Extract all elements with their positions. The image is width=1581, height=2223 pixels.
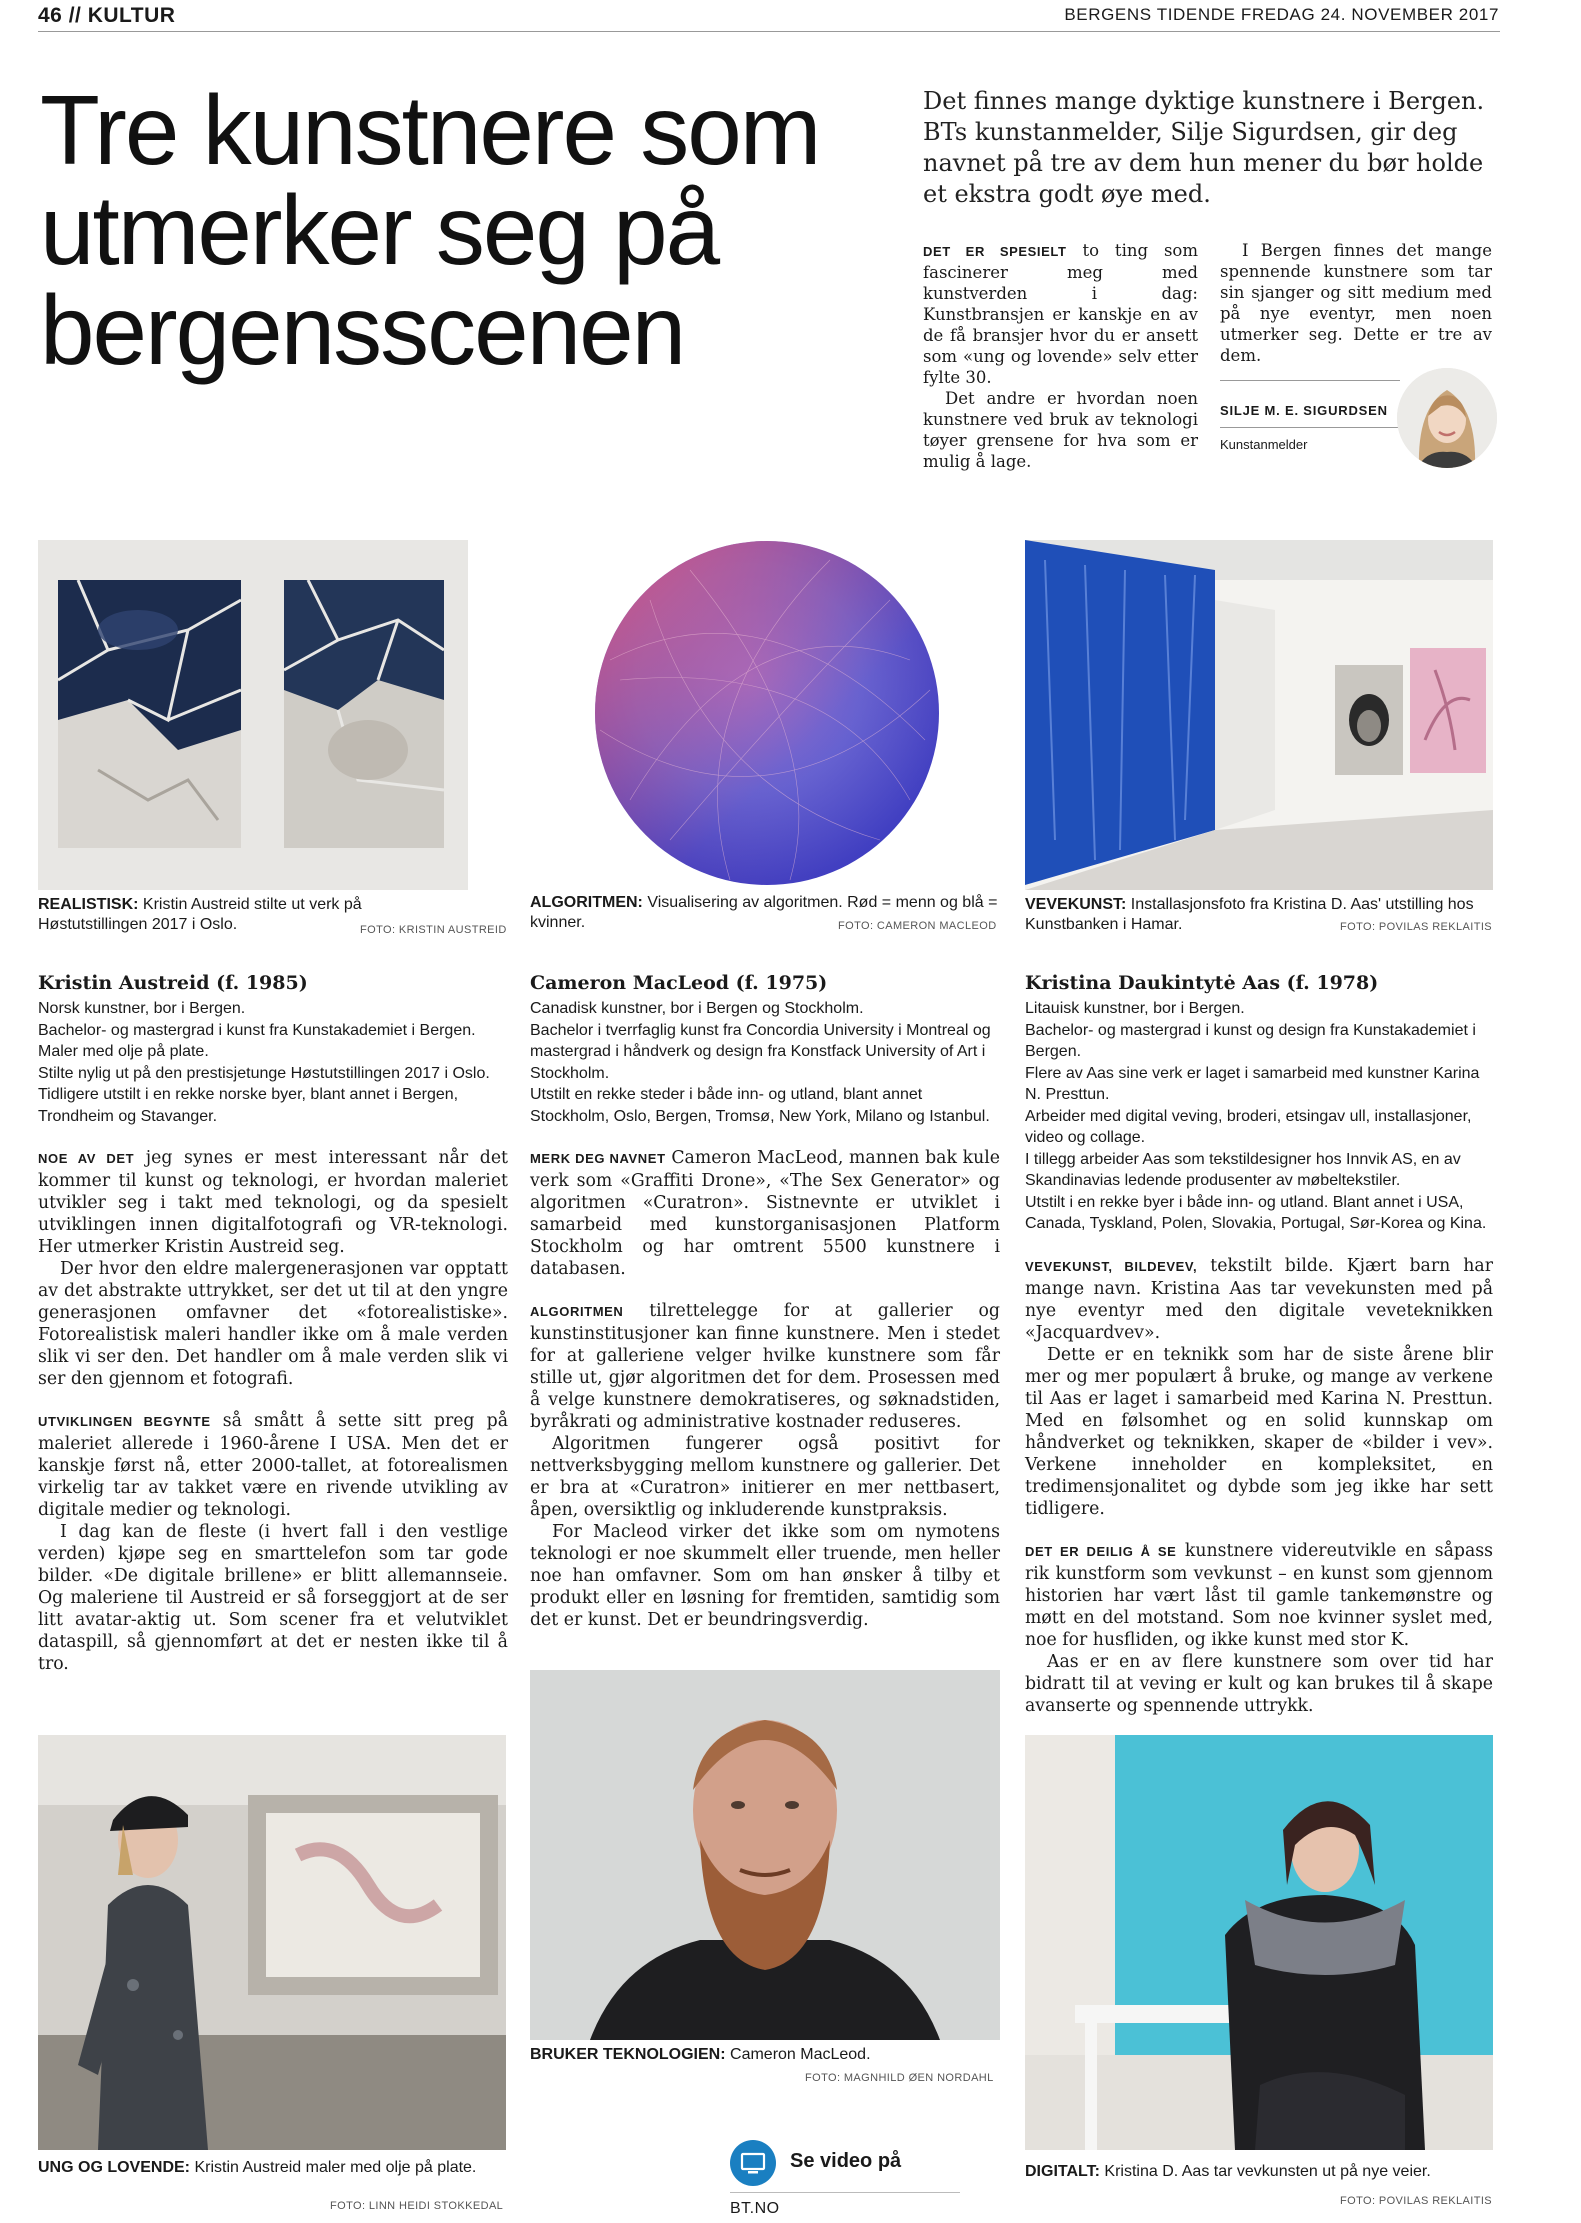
artist1-name: Kristin Austreid (f. 1985) <box>38 972 308 994</box>
caption-uses-technology: BRUKER TEKNOLOGIEN: Cameron MacLeod. <box>530 2046 871 2063</box>
artist3-body: VEVEKUNST, BILDEVEV, tekstilt bilde. Kjært barn har mange navn. Kristina Aas tar vevekunsten med på nye eventyr med den digitale veveteknikken «Jacquardvev». Dette er en teknikk som har de siste årene blir mer og mer populært å bruke, og mange av verkene til Aas er laget i samarbeid med Karina N. Presttun. Med en følsomhet og en solid kunnskap om håndverket og teknikken, skaper de «bilder i vev». Verkene inneholder en kompleksitet, en tredimensjonalitet og dybde som jeg ikke har sett tidligere. DET ER DEILIG Å SE kunstnere videreutvikle en såpass rik kunstform som vevkunst – en kunst som gjennom historien har vært låst til gamle tankemønstre og møtt en del motstand. Som noe kvinner syslet med, noe for husfliden, og ikke kunst med stor K. Aas er en av flere kunstnere som over tid har bidratt til at veving er kult og kan brukes til å skape avanserte og spennende uttrykk. <box>1025 1255 1493 1716</box>
credit-realistic: FOTO: KRISTIN AUSTREID <box>360 924 507 936</box>
photo-weaving-installation <box>1025 540 1493 890</box>
publication-date: BERGENS TIDENDE FREDAG 24. NOVEMBER 2017 <box>1064 5 1499 24</box>
header-rule <box>38 31 1500 32</box>
photo-kristina-aas <box>1025 1735 1493 2150</box>
artist2-body: MERK DEG NAVNET Cameron MacLeod, mannen bak kule verk som «Graffiti Drone», «The Sex Generator» og algoritmen «Curatron». Sistnevnte er utviklet i samarbeid med kunstorganisasjonen Platform Stockholm og har omtrent 5500 kunstnere i databasen. ALGORITMEN tilrettelegge for at gallerier og kunstinstitusjoner kan finne kunstnere. Men i stedet for at galleriene velger hvilke kunstnere som får stille ut, gjør algoritmen det for dem. Prosessen med å velge kunstnere demokratiseres, og søknadstiden, byråkrati og administrative kostnader reduseres. Algoritmen fungerer også positivt for nettverksbygging mellom kunstnere og gallerier. Det er bra at «Curatron» initierer en mer nettbasert, åpen, oversiktlig og inkluderende kunstpraksis. For Macleod virker det ikke som om nymotens teknologi er noe skummelt eller truende, men heller noe han omfavner. Som om han ønsker å tilby et produkt eller en løsning for fremtiden, samtidig som det er kunst. Det er beundringsverdig. <box>530 1148 1000 1630</box>
artist1-facts: Norsk kunstner, bor i Bergen. Bachelor- og mastergrad i kunst fra Kunstakademiet i Bergen. Maler med olje på plate. Stilte nylig ut på den prestisjetunge Høstutstillingen 2017 i Oslo. Tidligere utstilt i en rekke norske byer, blant annet i Bergen, Trondheim og Stavanger. <box>38 1000 490 1125</box>
photo-cameron-macleod <box>530 1670 1000 2040</box>
headline <box>40 75 920 385</box>
caption-weaving: VEVEKUNST: Installasjonsfoto fra Kristina D. Aas' utstilling hos Kunstbanken i Hamar. <box>1025 896 1474 933</box>
byline-name: SILJE M. E. SIGURDSEN <box>1220 403 1388 418</box>
artist1-body: NOE AV DET jeg synes er mest interessant når det kommer til kunst og teknologi, er hvordan maleriet utvikler seg i takt med teknologi, og da spesielt utviklingen innen digitalfotografi og VR-teknologi. Her utmerker Kristin Austreid seg. Der hvor den eldre malergenerasjonen var opptatt av det abstrakte uttrykket, ser det ut til at den yngre generasjonen omfavner det «fotorealistiske». Fotorealistisk maleri handler ikke om å male verden slik vi ser den. Det handler om å male verden slik vi ser den gjennom et fotografi. UTVIKLINGEN BEGYNTE så smått å sette sitt preg på maleriet allerede i 1960-årene I USA. Men det er kanskje først nå, etter 2000-tallet, at fotorealismen virkelig tar av takket være en rivende utvikling av digitale medier og teknologi. I dag kan de fleste (i hvert fall i den vestlige verden) kjøpe seg en smarttelefon som tar gode bilder. «De digitale brillene» er blitt allemannseie. Og maleriene til Austreid er så forseggjort at de ser litt avatar-aktig ut. Som scener fra et velutviklet dataspill, så gjennomført at det er nesten ikke til å tro. <box>38 1148 509 1674</box>
caption-algorithm: ALGORITMEN: Visualisering av algoritmen. Rød = menn og blå = kvinner. <box>530 894 998 931</box>
artist3-name: Kristina Daukintytė Aas (f. 1978) <box>1025 972 1379 994</box>
artist3-facts: Litauisk kunstner, bor i Bergen. Bachelor- og mastergrad i kunst og design fra Kunstakademiet i Bergen. Flere av Aas sine verk er laget i samarbeid med kunstner Karina N. Presttun. Arbeider med digital veving, broderi, etsingav ull, installasjoner, video og collage. I tillegg arbeider Aas som tekstildesigner hos Innvik AS, en av Skandinavias ledende produsenter av møbeltekstiler. Utstilt i en rekke byer i både inn- og utland. Blant annet i USA, Canada, Tyskland, Polen, Slovakia, Portugal, Sør-Korea og Kina. <box>1025 1000 1487 1232</box>
intro-p3: I Bergen finnes det mange spennende kunstnere som tar sin sjanger og sitt medium med på nye eventyr, men noen utmerker seg. Dette er tre av dem. <box>1220 241 1492 365</box>
artist2-name: Cameron MacLeod (f. 1975) <box>530 972 828 994</box>
credit-digital: FOTO: POVILAS REKLAITIS <box>1340 2195 1493 2207</box>
intro-p1: to ting som fascinerer meg med kunstverden i dag: Kunstbransjen er kanskje en av de få bransjer hvor du er ansett som «ung og lovende» selv etter fylte 30. <box>923 241 1198 387</box>
headline-line-1: Tre kunstnere som <box>40 75 820 185</box>
headline-line-2: utmerker seg på <box>40 175 719 285</box>
caption-young-promising: UNG OG LOVENDE: Kristin Austreid maler med olje på plate. <box>38 2159 477 2176</box>
artist3-section <box>1025 972 1493 1717</box>
video-link-label[interactable]: Se video på <box>790 2150 902 2172</box>
intro-column-2 <box>1220 240 1492 366</box>
lead-text: Det finnes mange dyktige kunstnere i Bergen. BTs kunstanmelder, Silje Sigurdsen, gir deg navnet på tre av dem hun mener du bør holde et ekstra godt øye med. <box>923 87 1485 208</box>
caption-realistic: REALISTISK: Kristin Austreid stilte ut verk på Høstutstillingen 2017 i Oslo. <box>38 896 362 933</box>
photo-kristin-austreid <box>38 1735 506 2150</box>
video-link-site[interactable]: BT.NO <box>730 2200 780 2217</box>
photo-algorithm-visualization <box>530 540 1000 890</box>
credit-uses-technology: FOTO: MAGNHILD ØEN NORDAHL <box>805 2072 994 2084</box>
video-play-icon[interactable] <box>730 2140 776 2186</box>
artist2-facts: Canadisk kunstner, bor i Bergen og Stockholm. Bachelor i tverrfaglig kunst fra Concordia University i Montreal og mastergrad i håndverk og design fra Konstfack University of Art i Stockholm. Utstilt en rekke steder i både inn- og utland, blant annet Stockholm, Oslo, Bergen, Tromsø, New York, Milano og Istanbul. <box>530 1000 991 1125</box>
page-section: 46 // KULTUR <box>38 4 176 27</box>
artist1-section <box>38 972 508 1675</box>
photo-realistic-paintings <box>38 540 468 890</box>
artist2-section <box>530 972 1000 1631</box>
byline-role: Kunstanmelder <box>1220 437 1308 452</box>
caption-digital: DIGITALT: Kristina D. Aas tar vevkunsten ut på nye veier. <box>1025 2163 1431 2180</box>
credit-algorithm: FOTO: CAMERON MACLEOD <box>838 920 997 932</box>
credit-weaving: FOTO: POVILAS REKLAITIS <box>1340 921 1493 933</box>
author-portrait <box>1397 368 1497 468</box>
credit-young-promising: FOTO: LINN HEIDI STOKKEDAL <box>330 2200 504 2212</box>
headline-line-3: bergensscenen <box>40 275 685 385</box>
intro-p2: Det andre er hvordan noen kunstnere ved bruk av teknologi tøyer grensene for hva som er mulig å lage. <box>923 389 1198 471</box>
intro-kicker: DET ER SPESIELT <box>923 244 1067 259</box>
intro-column-1 <box>923 240 1198 472</box>
